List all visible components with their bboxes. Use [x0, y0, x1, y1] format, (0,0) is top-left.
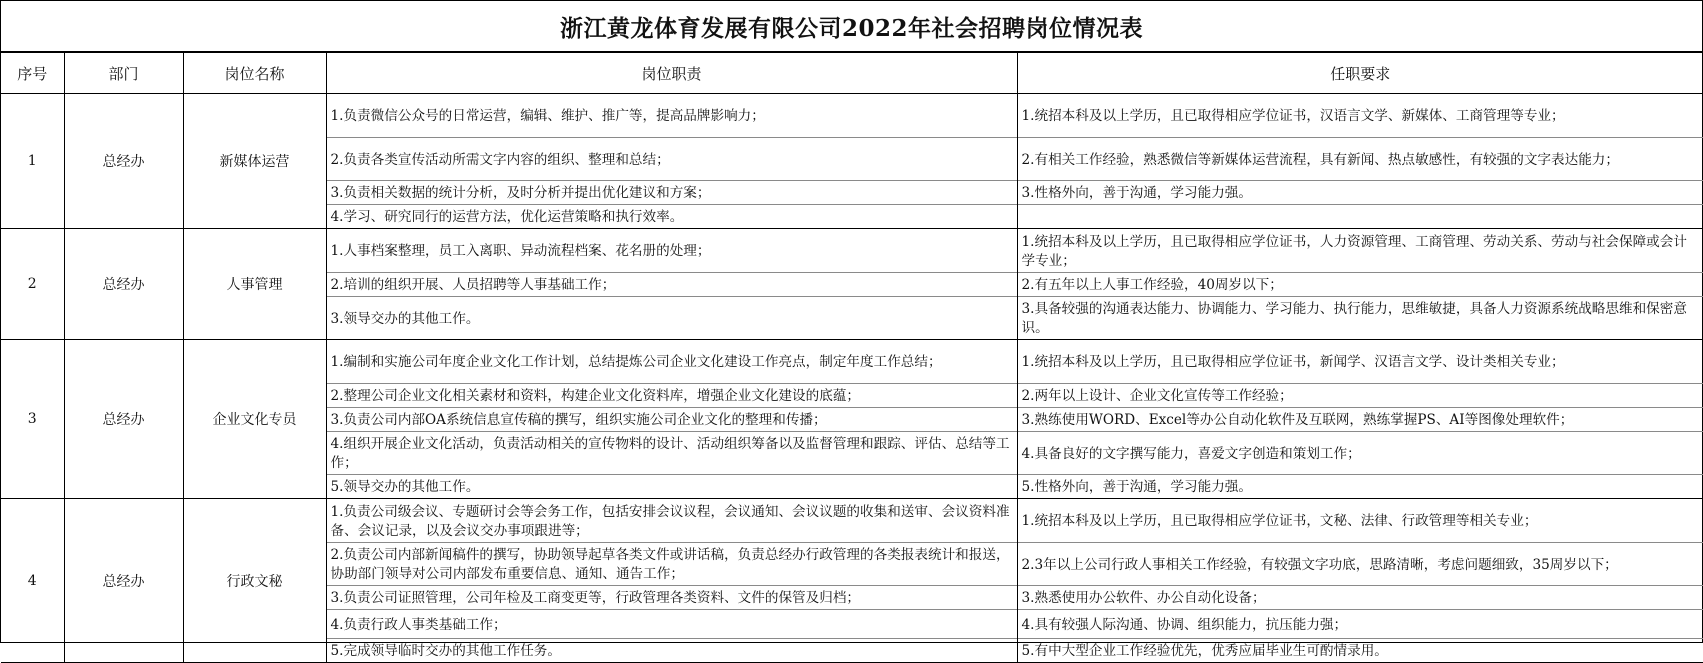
- requirements-cell-text: 4.具有较强人际沟通、协调、组织能力，抗压能力强；: [1022, 616, 1348, 635]
- requirements-cell-text: 1.统招本科及以上学历，且已取得相应学位证书，汉语言文学、新媒体、工商管理等专业；: [1022, 107, 1565, 126]
- duties-cell-text: 2.负责各类宣传活动所需文字内容的组织、整理和总结；: [331, 151, 670, 170]
- header-requirements: 任职要求: [1017, 53, 1703, 94]
- list-item: [327, 431, 1017, 474]
- row-no: 2: [1, 229, 64, 340]
- requirements-cell: [1017, 94, 1703, 229]
- row-dept: 总经办: [64, 499, 183, 663]
- header-position: 岗位名称: [183, 53, 326, 94]
- duties-cell: [326, 499, 1017, 663]
- duties-cell-text: 1.负责微信公众号的日常运营，编辑、维护、推广等，提高品牌影响力；: [331, 107, 765, 126]
- table-row: [1, 499, 1703, 663]
- list-item: [1018, 431, 1703, 474]
- row-position: 新媒体运营: [183, 94, 326, 229]
- list-item: [327, 585, 1017, 609]
- requirements-cell-text: 2.有相关工作经验，熟悉微信等新媒体运营流程，具有新闻、热点敏感性，有较强的文字表达能力；: [1022, 151, 1620, 170]
- duties-cell-text: 1.负责公司级会议、专题研讨会等会务工作，包括安排会议议程，会议通知、会议议题的收集和送审、会议资料准备、会议记录，以及会议交办事项跟进等；: [331, 503, 1013, 541]
- list-item: [327, 204, 1017, 228]
- list-item: [327, 340, 1017, 383]
- row-no: 4: [1, 499, 64, 663]
- requirements-cell-text: 1.统招本科及以上学历，且已取得相应学位证书，人力资源管理、工商管理、劳动关系、劳动与社会保障或会计学专业；: [1022, 233, 1700, 271]
- duties-cell-text: 4.组织开展企业文化活动，负责活动相关的宣传物料的设计、活动组织筹备以及监督管理和跟踪、评估、总结等工作；: [331, 435, 1013, 473]
- list-item: [327, 407, 1017, 431]
- row-dept: 总经办: [64, 229, 183, 340]
- list-item: [327, 229, 1017, 272]
- duties-cell-text: 2.负责公司内部新闻稿件的撰写，协助领导起草各类文件或讲话稿，负责总经办行政管理的各类报表统计和报送，协助部门领导对公司内部发布重要信息、通知、通告工作；: [331, 546, 1013, 584]
- requirements-cell-text: 3.熟悉使用办公软件、办公自动化设备；: [1022, 589, 1266, 608]
- table-row: [1, 229, 1703, 340]
- duties-cell-text: 3.负责相关数据的统计分析，及时分析并提出优化建议和方案；: [331, 184, 711, 203]
- duties-cell-list: [327, 499, 1017, 662]
- duties-cell-list: [327, 94, 1017, 228]
- list-item: [1018, 474, 1703, 498]
- duties-cell-list: [327, 340, 1017, 498]
- list-item: [327, 474, 1017, 498]
- duties-cell-text: 5.领导交办的其他工作。: [331, 478, 480, 497]
- requirements-cell-text: 2.两年以上设计、企业文化宣传等工作经验；: [1022, 387, 1293, 406]
- requirements-cell-text: 5.性格外向，善于沟通，学习能力强。: [1022, 478, 1252, 497]
- requirements-cell-list: [1018, 229, 1703, 339]
- list-item: [327, 296, 1017, 339]
- list-item: [1018, 542, 1703, 585]
- requirements-cell-list: [1018, 340, 1703, 498]
- requirements-cell-text: 1.统招本科及以上学历，且已取得相应学位证书，新闻学、汉语言文学、设计类相关专业；: [1022, 353, 1565, 372]
- duties-cell: [326, 94, 1017, 229]
- list-item: [327, 638, 1017, 662]
- duties-cell-text: 1.编制和实施公司年度企业文化工作计划，总结提炼公司企业文化建设工作亮点，制定年度工作总结；: [331, 353, 942, 372]
- duties-cell-list: [327, 229, 1017, 339]
- list-item: [327, 383, 1017, 407]
- requirements-cell-text: 3.熟练使用WORD、Excel等办公自动化软件及互联网，熟练掌握PS、AI等图像处理软件；: [1022, 411, 1574, 430]
- list-item: [327, 499, 1017, 542]
- row-dept: 总经办: [64, 340, 183, 499]
- requirements-cell-text: 2.有五年以上人事工作经验，40周岁以下；: [1022, 276, 1283, 295]
- requirements-cell-text: 4.具备良好的文字撰写能力，喜爱文字创造和策划工作；: [1022, 445, 1361, 464]
- list-item: [1018, 499, 1703, 542]
- list-item: [327, 137, 1017, 180]
- list-item: [327, 94, 1017, 137]
- list-item: [1018, 407, 1703, 431]
- requirements-cell-text: 2.3年以上公司行政人事相关工作经验，有较强文字功底，思路清晰，考虑问题细致，35周岁以下；: [1022, 556, 1618, 575]
- requirements-cell-text: 3.具备较强的沟通表达能力、协调能力、学习能力、执行能力，思维敏捷，具备人力资源系统战略思维和保密意识。: [1022, 300, 1700, 338]
- list-item: [1018, 180, 1703, 204]
- sheet-title: 浙江黄龙体育发展有限公司2022年社会招聘岗位情况表: [1, 1, 1702, 52]
- duties-cell-text: 4.负责行政人事类基础工作；: [331, 616, 507, 635]
- list-item: [1018, 638, 1703, 662]
- list-item: [327, 609, 1017, 638]
- duties-cell-text: 3.负责公司内部OA系统信息宣传稿的撰写，组织实施公司企业文化的整理和传播；: [331, 411, 827, 430]
- table-row: [1, 94, 1703, 229]
- table-body: [1, 94, 1703, 663]
- table-row: [1, 340, 1703, 499]
- requirements-cell-list: [1018, 499, 1703, 662]
- requirements-cell-list: [1018, 94, 1703, 228]
- duties-cell-text: 1.人事档案整理，员工入离职、异动流程档案、花名册的处理；: [331, 242, 711, 261]
- requirements-cell: [1017, 229, 1703, 340]
- list-item: [1018, 272, 1703, 296]
- list-item: [1018, 609, 1703, 638]
- duties-cell-text: 4.学习、研究同行的运营方法，优化运营策略和执行效率。: [331, 208, 684, 227]
- duties-cell-text: 2.培训的组织开展、人员招聘等人事基础工作；: [331, 276, 616, 295]
- header-dept: 部门: [64, 53, 183, 94]
- duties-cell: [326, 340, 1017, 499]
- duties-cell-text: 5.完成领导临时交办的其他工作任务。: [331, 642, 561, 661]
- list-item: [327, 542, 1017, 585]
- row-position: 行政文秘: [183, 499, 326, 663]
- row-dept: 总经办: [64, 94, 183, 229]
- list-item: [1018, 229, 1703, 272]
- list-item: [1018, 296, 1703, 339]
- requirements-cell-text: 5.有中大型企业工作经验优先，优秀应届毕业生可酌情录用。: [1022, 642, 1388, 661]
- requirements-cell-text: 3.性格外向，善于沟通，学习能力强。: [1022, 184, 1252, 203]
- positions-table: [1, 52, 1703, 663]
- requirements-cell: [1017, 499, 1703, 663]
- header-no: 序号: [1, 53, 64, 94]
- requirements-cell: [1017, 340, 1703, 499]
- list-item: [1018, 94, 1703, 137]
- header-row: [1, 53, 1703, 94]
- list-item: [1018, 585, 1703, 609]
- list-item: [1018, 383, 1703, 407]
- duties-cell-text: 3.负责公司证照管理，公司年检及工商变更等，行政管理各类资料、文件的保管及归档；: [331, 589, 861, 608]
- list-item: [327, 272, 1017, 296]
- duties-cell-text: 2.整理公司企业文化相关素材和资料，构建企业文化资料库，增强企业文化建设的底蕴；: [331, 387, 861, 406]
- list-item: [1018, 340, 1703, 383]
- requirements-cell-text: 1.统招本科及以上学历，且已取得相应学位证书，文秘、法律、行政管理等相关专业；: [1022, 512, 1538, 531]
- header-duties: 岗位职责: [326, 53, 1017, 94]
- duties-cell-text: 3.领导交办的其他工作。: [331, 310, 480, 329]
- duties-cell: [326, 229, 1017, 340]
- list-item: [1018, 137, 1703, 180]
- list-item: [1018, 204, 1703, 228]
- row-position: 人事管理: [183, 229, 326, 340]
- list-item: [327, 180, 1017, 204]
- row-no: 3: [1, 340, 64, 499]
- row-no: 1: [1, 94, 64, 229]
- row-position: 企业文化专员: [183, 340, 326, 499]
